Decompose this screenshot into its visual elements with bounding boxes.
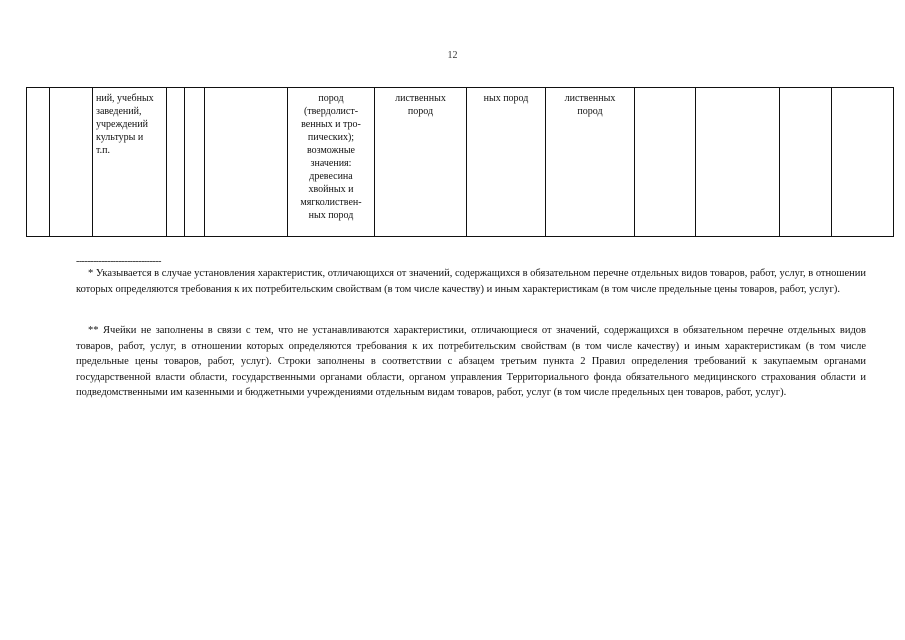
- table-cell: [635, 88, 696, 237]
- table-cell-wood-species: пород (твердолист- венных и тро- пических); возможные значения: древесина хвойных и мягколиствен- ных пород: [288, 88, 375, 237]
- table-cell-deciduous-2: лиственных пород: [546, 88, 635, 237]
- table-cell: [185, 88, 205, 237]
- footnote-separator: ------------------------------: [76, 256, 161, 267]
- footnote-2: ** Ячейки не заполнены в связи с тем, что не устанавливаются характеристики, отличающиеся от значений, содержащихся в обязательном перечне отдельных видов товаров, работ, услуг, в отношении которых определяются требования к их потребительским свойствам (в том числе качеству) и иным характеристикам (в том числе предельные цены товаров, работ, услуг). Строки заполнены в соответствии с абзацем третьим пункта 2 Правил определения требований к закупаемым органами государственной власти области, государственными органами области, органом управления Территориального фонда обязательного медицинского страхования области и подведомственными им казенными и бюджетными учреждениями отдельным видам товаров, работ, услуг (в том числе предельных цен товаров, работ, услуг).: [76, 325, 866, 398]
- table-cell: [27, 88, 50, 237]
- table-cell: [832, 88, 894, 237]
- table-cell: [780, 88, 832, 237]
- footnote-1: * Указывается в случае установления характеристик, отличающихся от значений, содержащихся в обязательном перечне отдельных видов товаров, работ, услуг, в отношении которых определяются требования к их потребительским свойствам (в том числе качеству) и иным характеристикам (в том числе предельные цены товаров, работ, услуг).: [76, 268, 866, 295]
- table-cell-institutions: ний, учебных заведений, учреждений культуры и т.п.: [93, 88, 167, 237]
- table-cell: [50, 88, 93, 237]
- table-cell: [696, 88, 780, 237]
- page-number: 12: [447, 50, 458, 61]
- table-cell-deciduous-1: лиственных пород: [375, 88, 467, 237]
- table-row: [27, 88, 894, 237]
- table-cell: [167, 88, 185, 237]
- requirements-table: [26, 87, 894, 237]
- table-cell-species: ных пород: [467, 88, 546, 237]
- table-cell: [205, 88, 288, 237]
